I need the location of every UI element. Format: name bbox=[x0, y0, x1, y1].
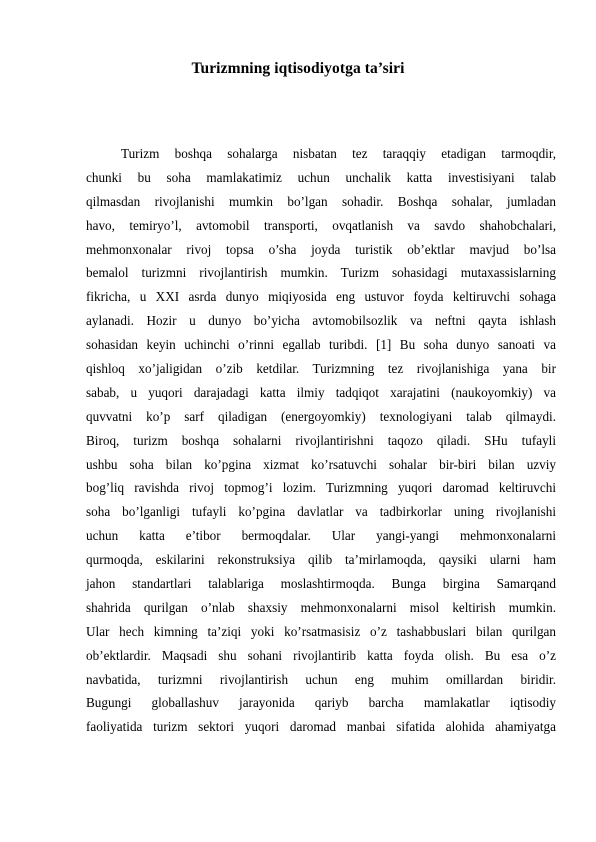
paragraph-line: bemalol turizmni rivojlantirish mumkin. Turizm sohasidagi mutaxassislarning bbox=[86, 265, 556, 281]
paragraph-line: jahon standartlari talablariga moslashtirmoqda. Bunga birgina Samarqand bbox=[86, 576, 556, 592]
paragraph-line: faoliyatida turizm sektori yuqori daromad manbai sifatida alohida ahamiyatga bbox=[86, 719, 556, 735]
paragraph-line: Turizm boshqa sohalarga nisbatan tez taraqqiy etadigan tarmoqdir, bbox=[121, 146, 556, 161]
paragraph-line: bog’liq ravishda rivoj topmog’i lozim. Turizmning yuqori daromad keltiruvchi bbox=[86, 480, 556, 496]
paragraph-line: uchun katta e’tibor bermoqdalar. Ular yangi-yangi mehmonxonalarni bbox=[86, 528, 556, 544]
body-paragraph bbox=[86, 142, 556, 739]
paragraph-line: Ular hech kimning ta’ziqi yoki ko’rsatmasisiz o’z tashabbuslari bilan qurilgan bbox=[86, 623, 556, 639]
paragraph-line: Biroq, turizm boshqa sohalarni rivojlantirishni taqozo qiladi. SHu tufayli bbox=[86, 432, 556, 448]
paragraph-line: Bugungi globallashuv jarayonida qariyb barcha mamlakatlar iqtisodiy bbox=[86, 695, 556, 711]
paragraph-line: quvvatni ko’p sarf qiladigan (energoyomkiy) texnologiyani talab qilmaydi. bbox=[86, 408, 556, 424]
paragraph-line: shahrida qurilgan o’nlab shaxsiy mehmonxonalarni misol keltirish mumkin. bbox=[86, 599, 556, 615]
paragraph-line: qilmasdan rivojlanishi mumkin bo’lgan sohadir. Boshqa sohalar, jumladan bbox=[86, 193, 556, 209]
paragraph-line: chunki bu soha mamlakatimiz uchun unchalik katta investisiyani talab bbox=[86, 169, 556, 185]
paragraph-line: aylanadi. Hozir u dunyo bo’yicha avtomobilsozlik va neftni qayta ishlash bbox=[86, 313, 556, 329]
paragraph-line: navbatida, turizmni rivojlantirish uchun eng muhim omillardan biridir. bbox=[86, 671, 556, 687]
paragraph-line: qishloq xo’jaligidan o’zib ketdilar. Turizmning tez rivojlanishiga yana bir bbox=[86, 361, 556, 377]
paragraph-line: ob’ektlardir. Maqsadi shu sohani rivojlantirib katta foyda olish. Bu esa o’z bbox=[86, 647, 556, 663]
paragraph-line: soha bo’lganligi tufayli ko’pgina davlatlar va tadbirkorlar uning rivojlanishi bbox=[86, 504, 556, 520]
paragraph-line: sohasidan keyin uchinchi o’rinni egallab turibdi. [1] Bu soha dunyo sanoati va bbox=[86, 337, 556, 353]
document-title: Turizmning iqtisodiyotga ta’siri bbox=[191, 60, 405, 77]
paragraph-line: qurmoqda, eskilarini rekonstruksiya qilib ta’mirlamoqda, qaysiki ularni ham bbox=[86, 552, 556, 568]
paragraph-line: havo, temiryo’l, avtomobil transporti, ovqatlanish va savdo shahobchalari, bbox=[86, 217, 556, 233]
paragraph-line: mehmonxonalar rivoj topsa o’sha joyda turistik ob’ektlar mavjud bo’lsa bbox=[86, 241, 556, 257]
paragraph-line: fikricha, u XXI asrda dunyo miqiyosida eng ustuvor foyda keltiruvchi sohaga bbox=[86, 289, 556, 305]
paragraph-line: sabab, u yuqori darajadagi katta ilmiy tadqiqot xarajatini (naukoyomkiy) va bbox=[86, 384, 556, 400]
paragraph-line: ushbu soha bilan ko’pgina xizmat ko’rsatuvchi sohalar bir-biri bilan uzviy bbox=[86, 456, 556, 472]
